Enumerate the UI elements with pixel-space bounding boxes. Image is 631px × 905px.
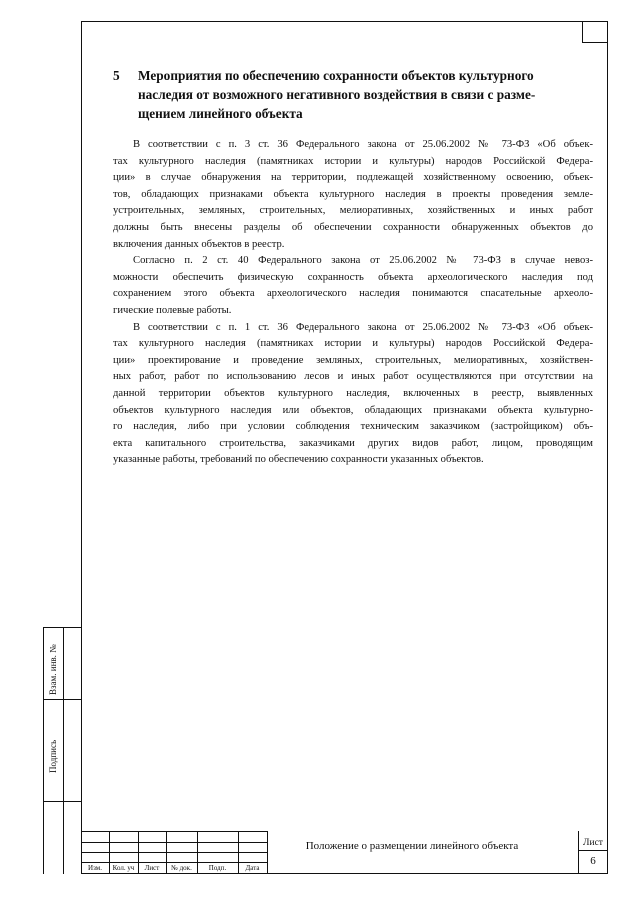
text-line: сохранением этого объекта археологического наследия понимаются спасательные археоло-: [113, 288, 593, 300]
title-block-line: [267, 831, 268, 874]
text-line: устроительных, земляных, строительных, мелиоративных, хозяйственных и иных работ: [113, 205, 593, 217]
text-line: тов, обладающих признаками объекта культурного наследия в проекты проведения земле-: [113, 188, 593, 200]
text-line: данной территории объектов культурного наследия, включенных в реестр, выявленных: [113, 387, 593, 399]
side-stamp-line: [43, 699, 81, 700]
text-line: указанные работы, требований по обеспечению сохранности указанных объектов.: [113, 454, 484, 466]
section-title-line: Мероприятия по обеспечению сохранности объектов культурного: [138, 68, 534, 83]
corner-box: [582, 21, 608, 43]
body-text: [113, 137, 593, 469]
sheet-label: Лист: [583, 838, 603, 848]
text-line: ных работ, работ по использованию лесов и иных работ осуществляются при отсутствии на: [113, 371, 593, 383]
side-stamp-line: [63, 627, 64, 874]
text-line: тах культурного наследия (памятниках истории и культуры) народов Российской Федера-: [113, 155, 593, 167]
section-title: [138, 66, 593, 123]
header-change: Изм.: [88, 864, 102, 872]
text-line: В соответствии с п. 3 ст. 36 Федерального закона от 25.06.2002 № 73-ФЗ «Об объек-: [133, 139, 593, 150]
text-line: В соответствии с п. 1 ст. 36 Федерального закона от 25.06.2002 № 73-ФЗ «Об объек-: [133, 321, 593, 333]
section-number: 5: [113, 68, 120, 83]
header-sheet: Лист: [144, 864, 160, 872]
text-line: включения данных объектов в реестр.: [113, 238, 285, 250]
text-line: Согласно п. 2 ст. 40 Федерального закона от 25.06.2002 № 73-ФЗ в случае невоз-: [133, 255, 593, 267]
sheet-number: 6: [590, 855, 596, 867]
text-line: екта капитального строительства, заказчиками других видов работ, лицом, проводящим: [113, 437, 593, 449]
replace-inventory-label: Взам. инв. №: [48, 644, 58, 695]
header-count: Кол. уч: [112, 864, 135, 872]
text-line: ции» в случае обнаружения на территории, подлежащей хозяйственному освоению, объек-: [113, 172, 593, 184]
text-line: объектов культурного наследия или объектов, обладающих признаками объекта культурно-: [113, 404, 593, 416]
text-line: го наследия, либо при условии соблюдения техническим заказчиком (застройщиком) объ-: [113, 421, 593, 433]
header-date: Дата: [245, 864, 260, 872]
header-doc-number: № док.: [171, 864, 192, 872]
text-line: должны быть внесены разделы об обеспечении сохранности обнаруженных объектов до: [113, 221, 593, 233]
title-block: [81, 831, 608, 874]
signature-label: Подпись: [48, 739, 58, 773]
text-line: можности обеспечить физическую сохранность объекта археологического наследия под: [113, 271, 593, 283]
side-stamp: [43, 627, 81, 874]
text-line: гические полевые работы.: [113, 304, 232, 316]
document-title: Положение о размещении линейного объекта: [305, 840, 519, 852]
section-title-line: наследия от возможного негативного воздействия в связи с разме-: [138, 87, 536, 102]
title-block-line: [578, 850, 608, 851]
side-stamp-line: [43, 627, 44, 874]
side-stamp-line: [43, 627, 81, 628]
text-line: ции» проектирование и проведение земляных, строительных, мелиоративных, хозяйствен-: [113, 354, 593, 366]
header-signature: Подп.: [208, 864, 227, 872]
side-stamp-line: [43, 801, 81, 802]
section-title-line: щением линейного объекта: [138, 106, 303, 121]
text-line: тах культурного наследия (памятниках истории и культуры) народов Российской Федера-: [113, 338, 593, 350]
